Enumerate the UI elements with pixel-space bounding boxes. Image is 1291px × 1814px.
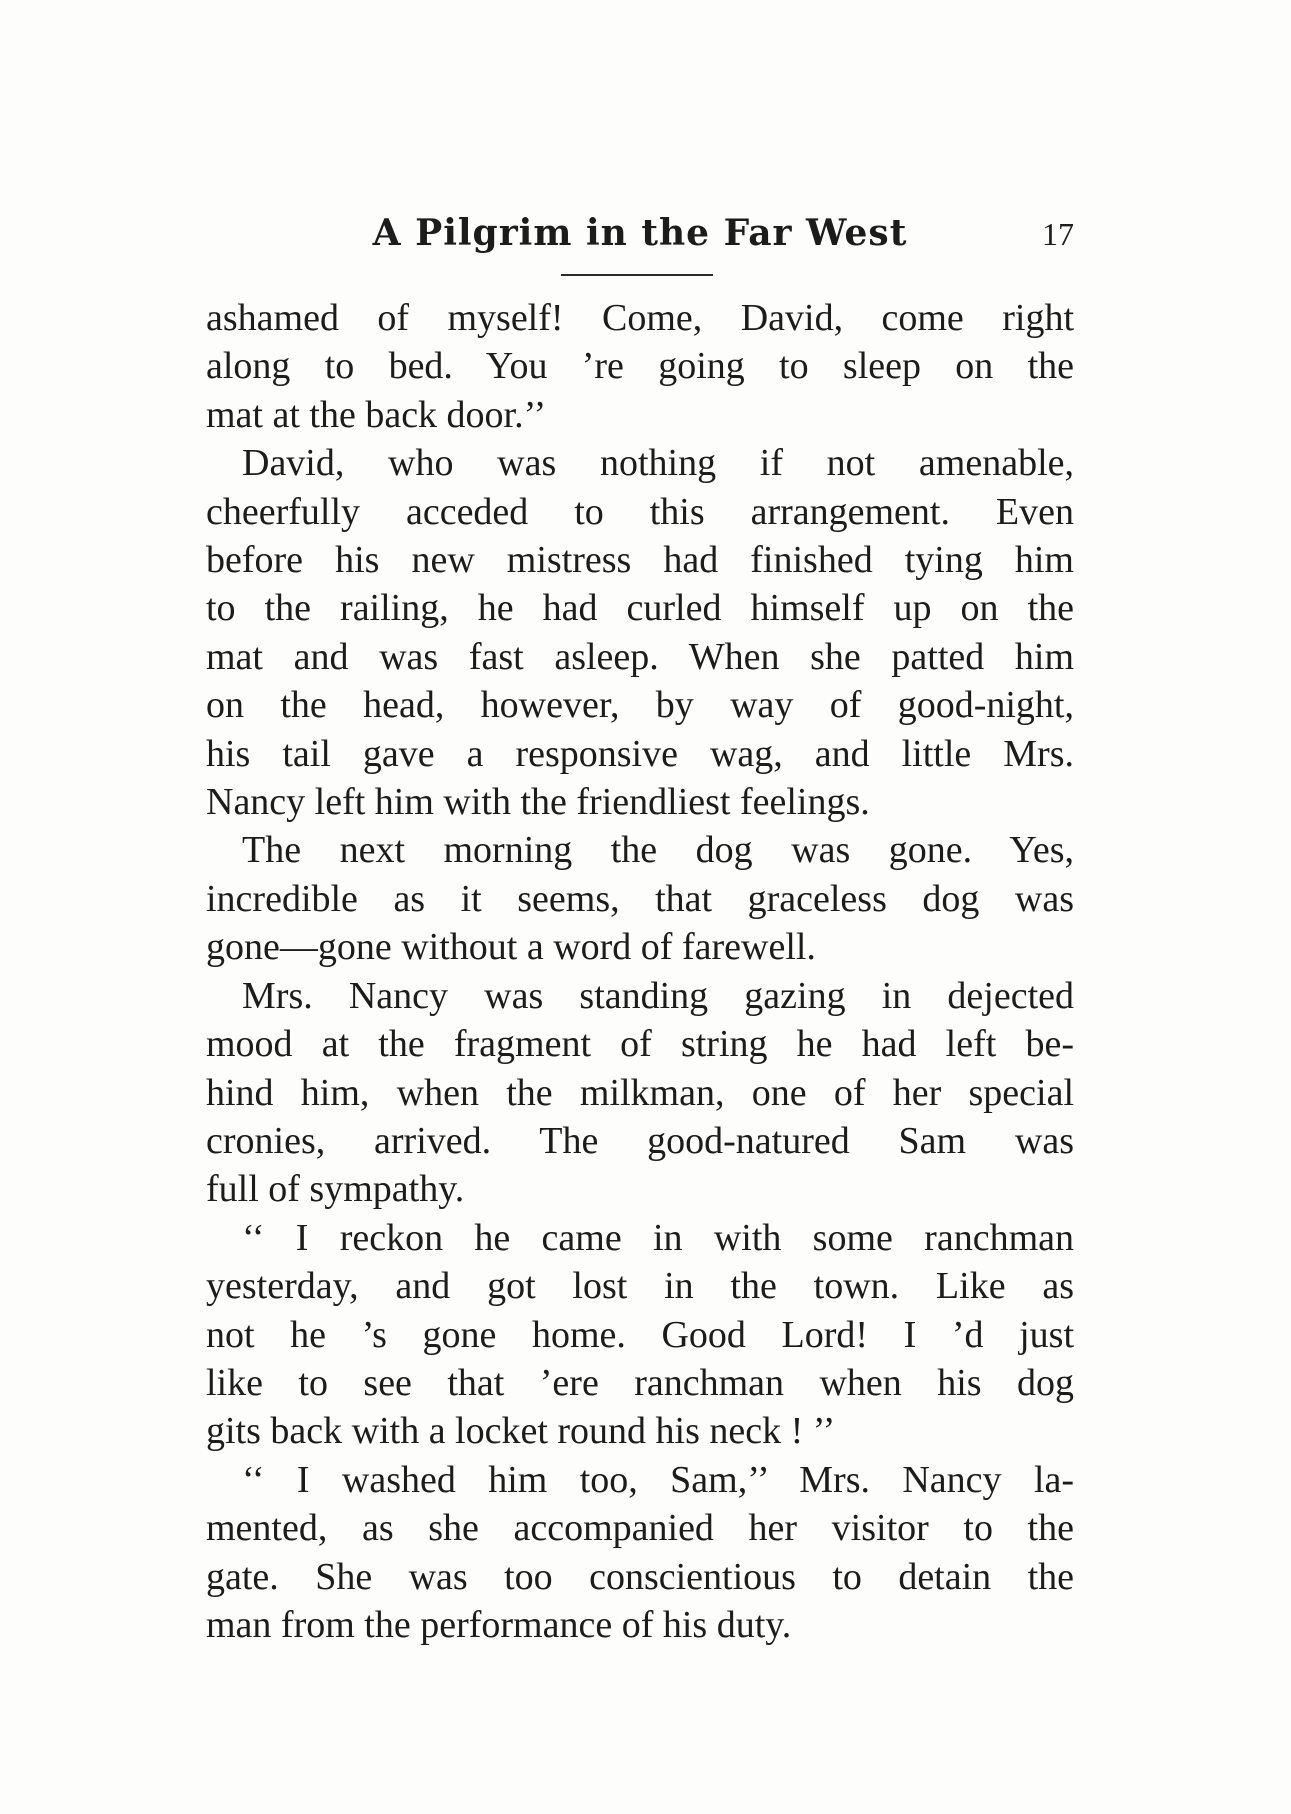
text-line: before his new mistress had finished tying him xyxy=(206,539,1074,582)
text-line: ‘‘ I reckon he came in with some ranchman xyxy=(242,1216,1074,1259)
text-line: gate. She was too conscientious to detain the xyxy=(206,1555,1074,1598)
body-text xyxy=(206,294,1074,1649)
paragraph xyxy=(206,439,1074,826)
text-line: ashamed of myself! Come, David, come right xyxy=(206,297,1074,339)
text-line: cheerfully acceded to this arrangement. Even xyxy=(206,490,1074,533)
text-line: incredible as it seems, that graceless dog was xyxy=(206,877,1074,920)
text-line: man from the performance of his duty. xyxy=(206,1603,792,1646)
text-line: mat at the back door.’’ xyxy=(206,393,547,436)
text-line: Nancy left him with the friendliest feelings. xyxy=(206,781,870,824)
text-line: on the head, however, by way of good-night, xyxy=(206,684,1074,727)
paragraph xyxy=(206,1456,1074,1650)
text-line: gits back with a locket round his neck ! ’’ xyxy=(206,1410,836,1453)
text-line: hind him, when the milkman, one of her special xyxy=(206,1071,1074,1114)
running-title: A Pilgrim in the Far West xyxy=(372,212,908,254)
text-line: yesterday, and got lost in the town. Like as xyxy=(206,1265,1074,1308)
text-line: Mrs. Nancy was standing gazing in dejected xyxy=(242,974,1074,1017)
header-rule xyxy=(561,274,713,276)
text-line: gone—gone without a word of farewell. xyxy=(206,926,816,969)
text-line: mood at the fragment of string he had left be- xyxy=(206,1023,1074,1066)
text-line: mat and was fast asleep. When she patted him xyxy=(206,635,1074,678)
text-line: to the railing, he had curled himself up on the xyxy=(206,587,1074,630)
page-number: 17 xyxy=(1042,216,1074,252)
text-line: like to see that ’ere ranchman when his dog xyxy=(206,1361,1074,1404)
text-line: full of sympathy. xyxy=(206,1168,465,1211)
paragraph xyxy=(206,972,1074,1214)
paragraph xyxy=(206,294,1074,439)
text-line: cronies, arrived. The good-natured Sam was xyxy=(206,1119,1074,1162)
text-line: mented, as she accompanied her visitor to the xyxy=(206,1507,1074,1550)
running-head xyxy=(206,212,1074,272)
text-line: not he ’s gone home. Good Lord! I ’d just xyxy=(206,1313,1074,1356)
text-line: The next morning the dog was gone. Yes, xyxy=(242,829,1074,872)
text-line: ‘‘ I washed him too, Sam,’’ Mrs. Nancy la- xyxy=(242,1458,1074,1501)
paragraph xyxy=(206,1214,1074,1456)
text-line: David, who was nothing if not amenable, xyxy=(242,442,1074,485)
text-line: his tail gave a responsive wag, and little Mrs. xyxy=(206,732,1074,775)
paragraph xyxy=(206,826,1074,971)
text-line: along to bed. You ’re going to sleep on the xyxy=(206,345,1074,388)
